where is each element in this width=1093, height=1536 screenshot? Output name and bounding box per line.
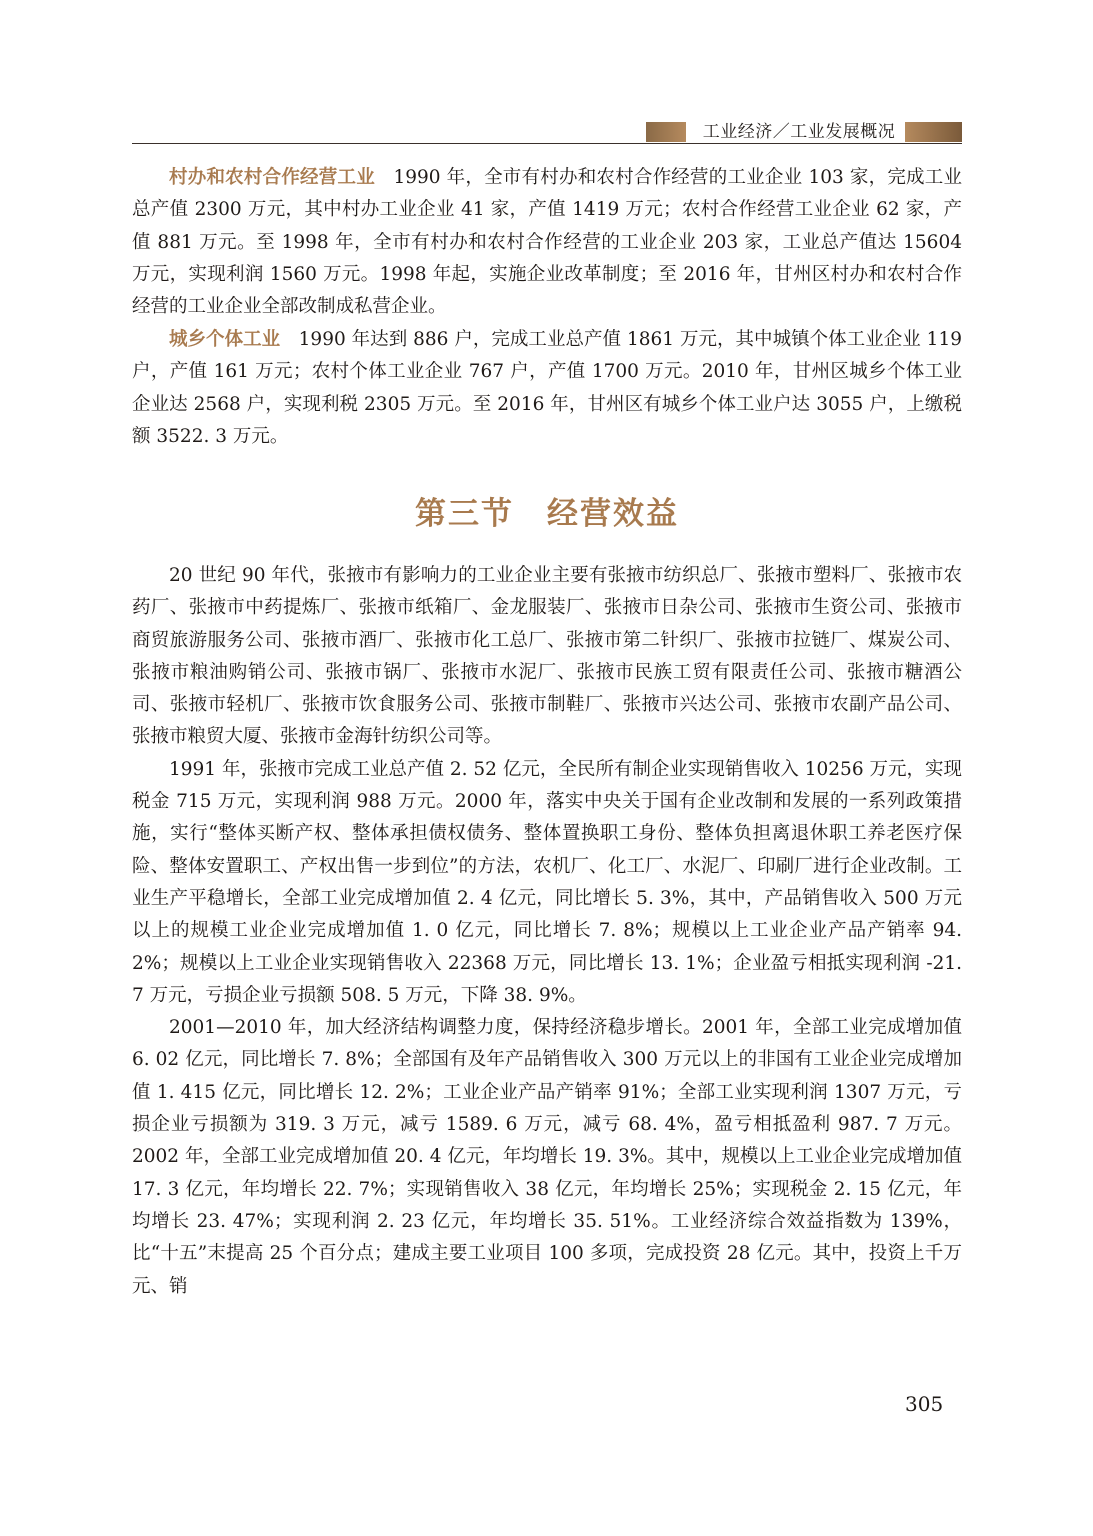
running-header: 工业经济／工业发展概况	[702, 122, 896, 142]
body-paragraph-1: 20 世纪 90 年代，张掖市有影响力的工业企业主要有张掖市纺织总厂、张掖市塑料厂、张掖市农药厂、张掖市中药提炼厂、张掖市纸箱厂、金龙服装厂、张掖市日杂公司、张掖市生资公司、张掖市商贸旅游服务公司、张掖市酒厂、张掖市化工总厂、张掖市第二针织厂、张掖市拉链厂、煤炭公司、张掖市粮油购销公司、张掖市锅厂、张掖市水泥厂、张掖市民族工贸有限责任公司、张掖市糖酒公司、张掖市轻机厂、张掖市饮食服务公司、张掖市制鞋厂、张掖市兴达公司、张掖市农副产品公司、张掖市粮贸大厦、张掖市金海针纺织公司等。	[132, 565, 962, 748]
body-text	[132, 560, 962, 1303]
village-industry-section	[132, 162, 962, 323]
village-industry-term: 村办和农村合作经营工业	[169, 167, 375, 188]
individual-industry-text: 1990 年达到 886 户，完成工业总产值 1861 万元，其中城镇个体工业企业 119 户，产值 161 万元；农村个体工业企业 767 户，产值 1700 万元。2010 年，甘州区城乡个体工业企业达 2568 户，实现利税 2305 万元。至 2016 年，甘州区有城乡个体工业户达 3055 户，上缴税额 3522. 3 万元。	[132, 329, 962, 447]
header-rule	[132, 143, 962, 144]
page-number: 305	[905, 1392, 944, 1416]
header-decoration-left	[646, 122, 686, 142]
body-paragraph-2: 1991 年，张掖市完成工业总产值 2. 52 亿元，全民所有制企业实现销售收入 10256 万元，实现税金 715 万元，实现利润 988 万元。2000 年，落实中央关于国有企业改制和发展的一系列政策措施，实行“整体买断产权、整体承担债权债务、整体置换职工身份、整体负担离退休职工养老医疗保险、整体安置职工、产权出售一步到位”的方法，农机厂、化工厂、水泥厂、印刷厂进行企业改制。工业生产平稳增长，全部工业完成增加值 2. 4 亿元，同比增长 5. 3%，其中，产品销售收入 500 万元以上的规模工业企业完成增加值 1. 0 亿元，同比增长 7. 8%；规模以上工业企业产品产销率 94. 2%；规模以上工业企业实现销售收入 22368 万元，同比增长 13. 1%；企业盈亏相抵实现利润 -21. 7 万元，亏损企业亏损额 508. 5 万元，下降 38. 9%。	[132, 758, 962, 1006]
section-title: 第三节 经营效益	[415, 496, 679, 532]
individual-industry-section	[132, 324, 962, 453]
body-paragraph-3: 2001—2010 年，加大经济结构调整力度，保持经济稳步增长。2001 年，全部工业完成增加值6. 02 亿元，同比增长 7. 8%；全部国有及年产品销售收入 300 万元以上的非国有工业企业完成增加值 1. 415 亿元，同比增长 12. 2%；工业企业产品产销率 91%；全部工业实现利润 1307 万元，亏损企业亏损额为 319. 3 万元，减亏 1589. 6 万元，减亏 68. 4%，盈亏相抵盈利 987. 7 万元。2002 年，全部工业完成增加值 20. 4 亿元，年均增长 19. 3%。其中，规模以上工业企业完成增加值 17. 3 亿元，年均增长 22. 7%；实现销售收入 38 亿元，年均增长 25%；实现税金 2. 15 亿元，年均增长 23. 47%；实现利润 2. 23 亿元，年均增长 35. 51%。工业经济综合效益指数为 139%，比“十五”末提高 25 个百分点；建成主要工业项目 100 多项，完成投资 28 亿元。其中，投资上千万元、销	[132, 1017, 962, 1297]
header-decoration-right	[905, 122, 962, 142]
individual-industry-term: 城乡个体工业	[169, 329, 281, 350]
individual-industry-paragraph	[132, 324, 962, 453]
village-industry-text: 1990 年，全市有村办和农村合作经营的工业企业 103 家，完成工业总产值 2300 万元，其中村办工业企业 41 家，产值 1419 万元；农村合作经营工业企业 62 家，产值 881 万元。至 1998 年，全市有村办和农村合作经营的工业企业 203 家，工业总产值达 15604 万元，实现利润 1560 万元。1998 年起，实施企业改革制度；至 2016 年，甘州区村办和农村合作经营的工业企业全部改制成私营企业。	[132, 167, 962, 318]
village-industry-paragraph	[132, 162, 962, 323]
